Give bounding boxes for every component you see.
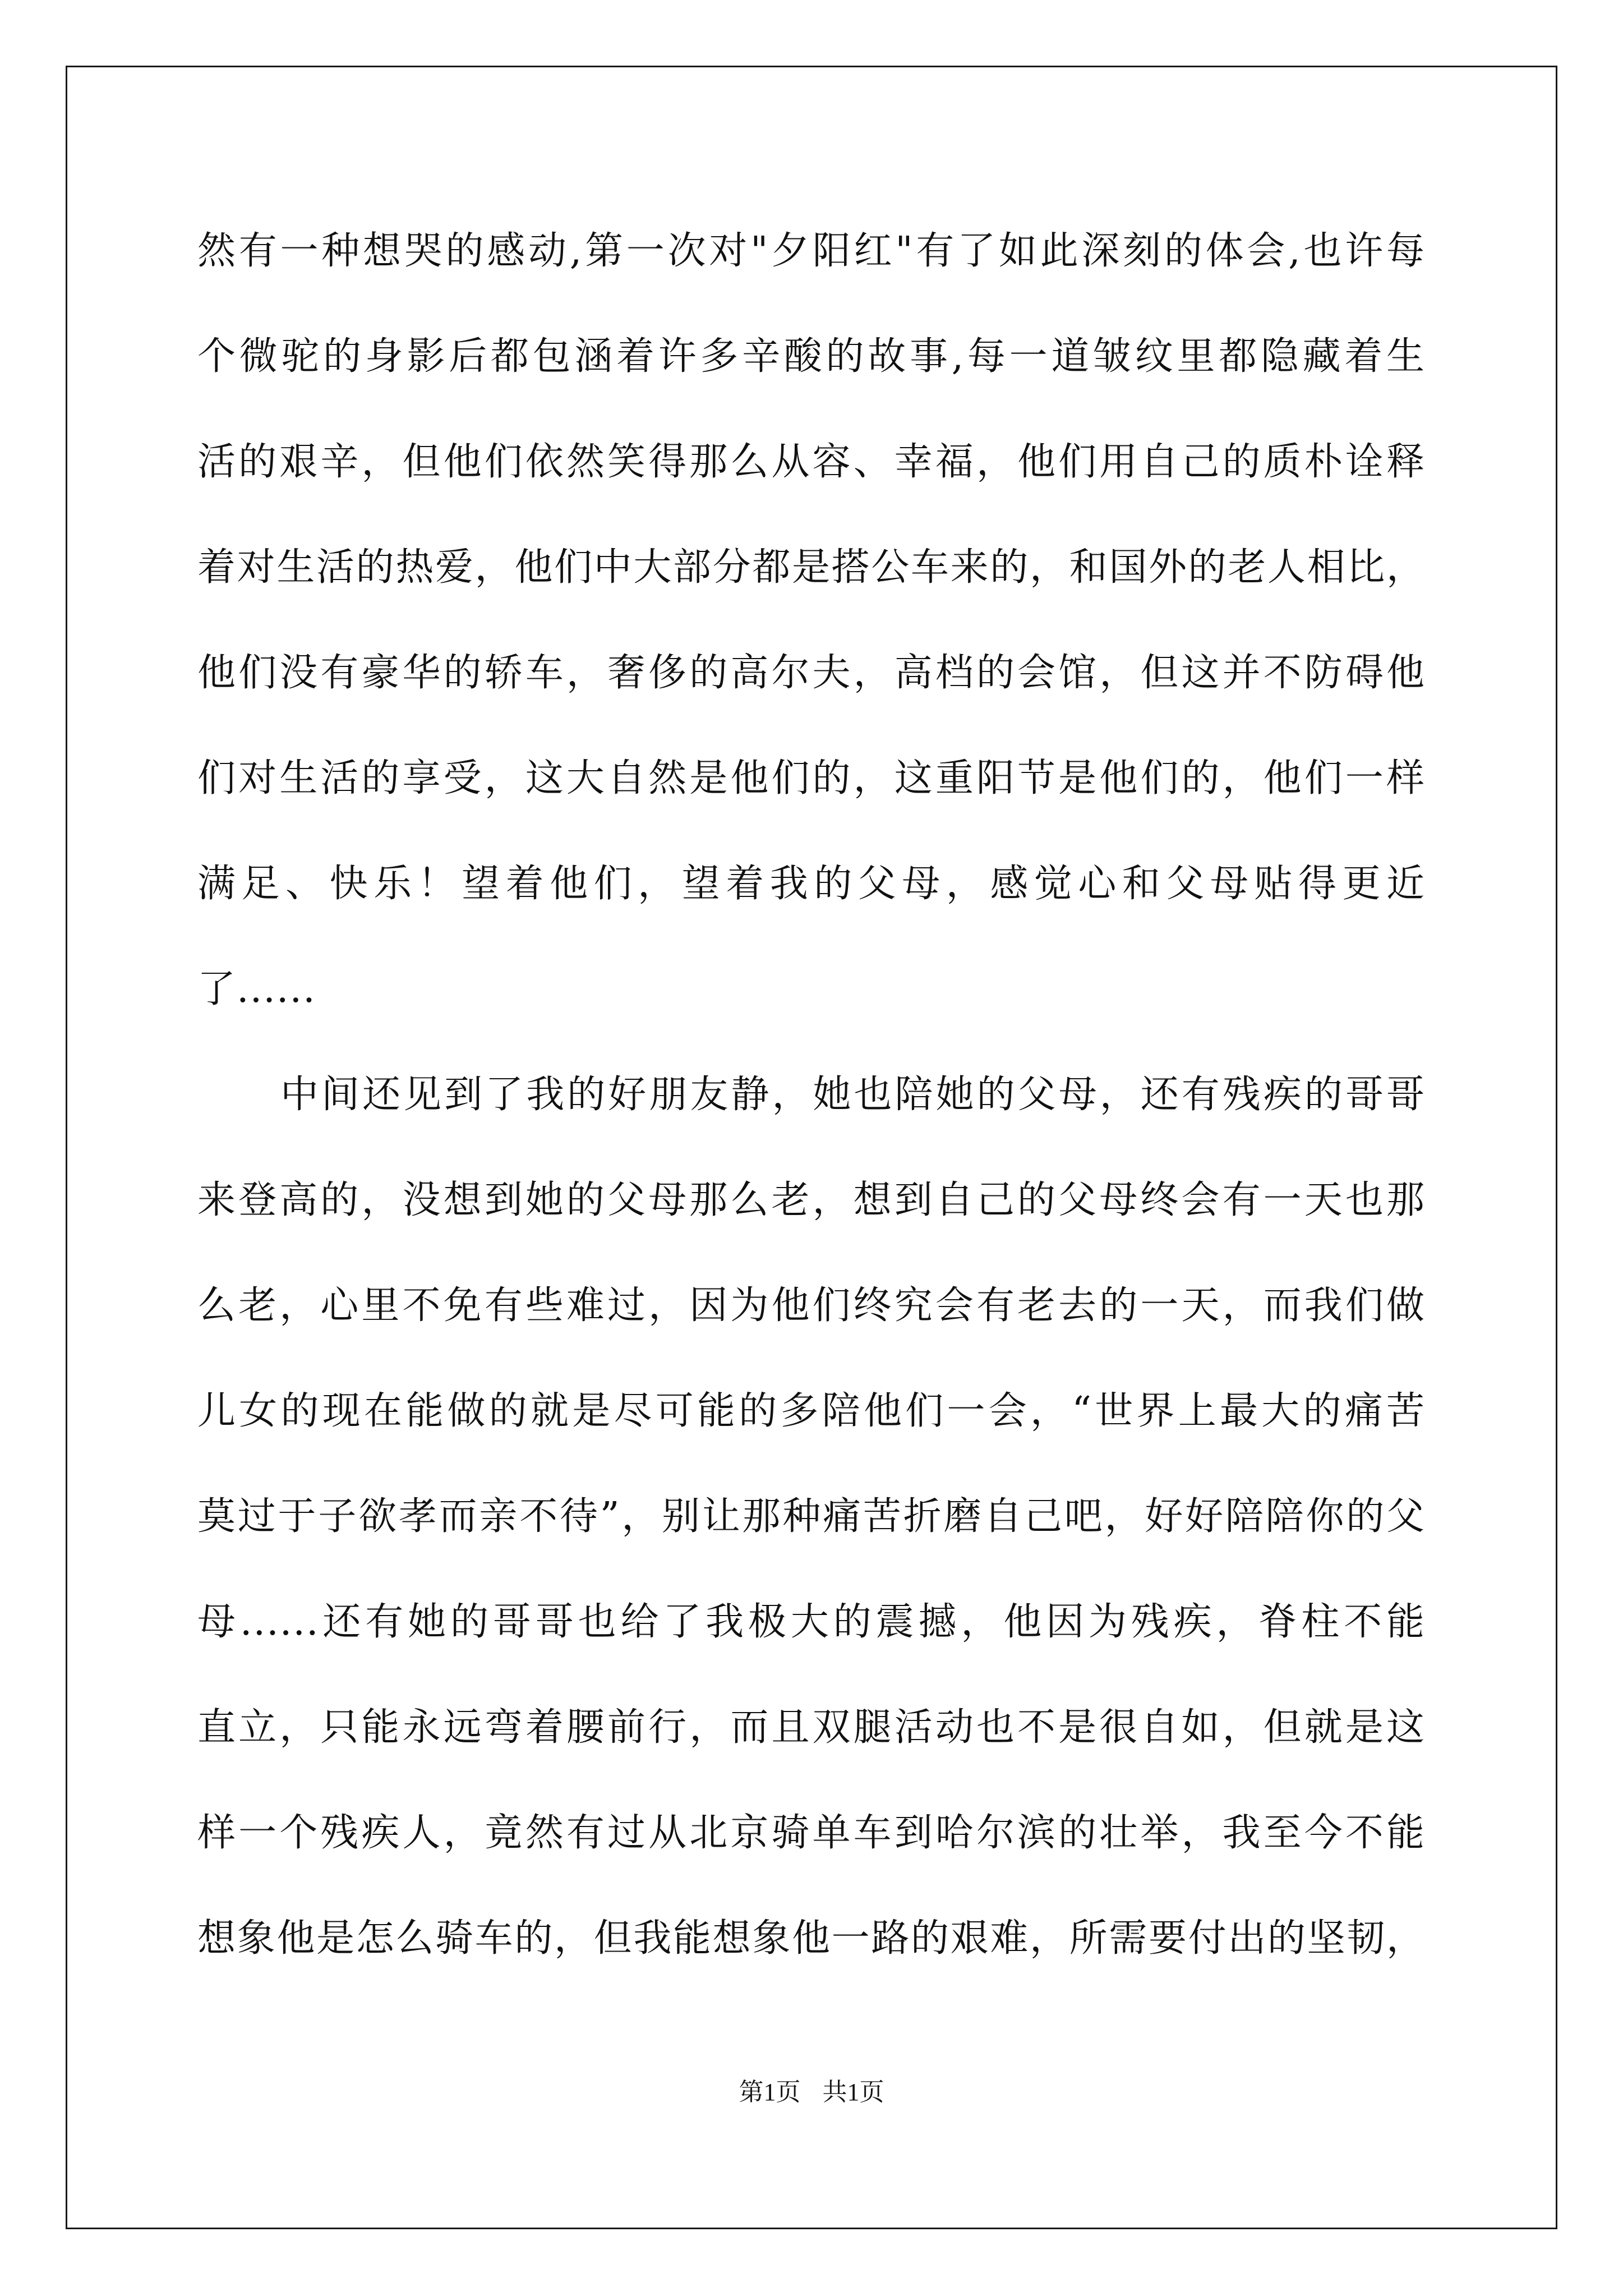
paragraph-first-line: 中间还见到了我的好朋友静，她也陪她的父母，还有残疾的哥哥	[280, 1073, 1426, 1117]
text-line: 然有一种想哭的感动,第一次对"夕阳红"有了如此深刻的体会,也许每	[197, 229, 1426, 273]
text-line: 们对生活的享受，这大自然是他们的，这重阳节是他们的，他们一样	[197, 756, 1426, 800]
text-line: 直立，只能永远弯着腰前行，而且双腿活动也不是很自如，但就是这	[197, 1705, 1426, 1750]
text-line: 来登高的，没想到她的父母那么老，想到自己的父母终会有一天也那	[197, 1178, 1426, 1222]
page-number-current: 第1页	[739, 2078, 801, 2106]
text-line: 儿女的现在能做的就是尽可能的多陪他们一会，“世界上最大的痛苦	[197, 1389, 1426, 1433]
text-line: 个微驼的身影后都包涵着许多辛酸的故事,每一道皱纹里都隐藏着生	[197, 334, 1426, 379]
text-line: 满足、快乐！望着他们，望着我的父母，感觉心和父母贴得更近	[197, 862, 1426, 906]
page-number-total: 共1页	[822, 2078, 884, 2106]
document-body	[197, 218, 1426, 2010]
page-footer	[0, 2076, 1623, 2109]
text-line: 他们没有豪华的轿车，奢侈的高尔夫，高档的会馆，但这并不防碍他	[197, 651, 1426, 695]
text-line: 了......	[197, 967, 316, 1011]
text-line: 着对生活的热爱，他们中大部分都是搭公车来的，和国外的老人相比，	[197, 545, 1426, 590]
text-line: 想象他是怎么骑车的，但我能想象他一路的艰难，所需要付出的坚韧，	[197, 1916, 1426, 1961]
text-line: 母......还有她的哥哥也给了我极大的震撼，他因为残疾，脊柱不能	[197, 1600, 1426, 1644]
text-line: 活的艰辛，但他们依然笑得那么从容、幸福，他们用自己的质朴诠释	[197, 440, 1426, 484]
text-line: 么老，心里不免有些难过，因为他们终究会有老去的一天，而我们做	[197, 1283, 1426, 1328]
text-line: 莫过于子欲孝而亲不待”，别让那种痛苦折磨自己吧，好好陪陪你的父	[197, 1494, 1426, 1539]
text-line: 样一个残疾人，竟然有过从北京骑单车到哈尔滨的壮举，我至今不能	[197, 1811, 1426, 1855]
